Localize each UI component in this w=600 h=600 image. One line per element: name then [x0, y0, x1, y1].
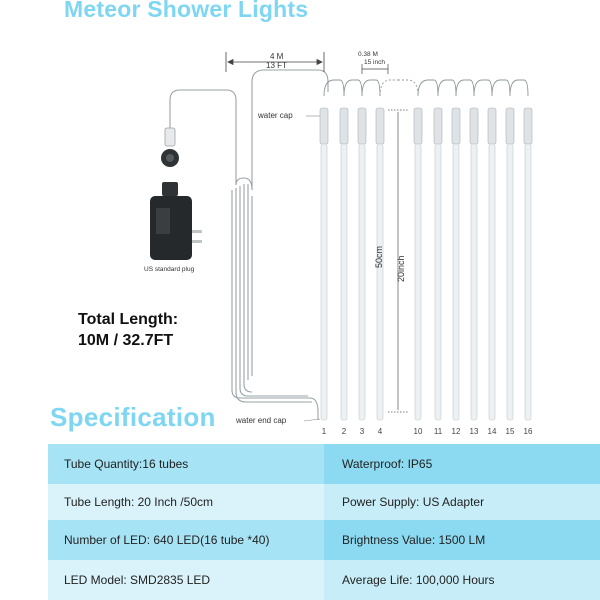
cable-length-m: 4 M: [270, 52, 284, 61]
tube-number: 1: [321, 427, 327, 436]
cable-coil: [170, 70, 328, 420]
tube-15: [506, 108, 514, 420]
tube-14: [488, 108, 496, 420]
tube-10: [414, 108, 422, 420]
table-row: [48, 560, 600, 600]
tube-2: [340, 108, 348, 420]
tube-13: [470, 108, 478, 420]
spacing-m: 0.38 M: [358, 51, 378, 58]
total-length: [78, 309, 178, 351]
tube-number: 13: [469, 427, 479, 436]
water-end-cap-label: water end cap: [236, 416, 287, 425]
tube-3: [358, 108, 366, 420]
tube-number: 10: [413, 427, 423, 436]
tube-number: 12: [451, 427, 461, 436]
spec-cell: Power Supply: US Adapter: [324, 484, 600, 520]
tube-wires: [324, 80, 528, 96]
water-cap-label: water cap: [258, 111, 293, 120]
plug-label: US standard plug: [144, 266, 195, 273]
tube-11: [434, 108, 442, 420]
tube-length-cm: 50cm: [374, 245, 384, 268]
total-length-label: Total Length:: [78, 311, 179, 328]
tube-number: 4: [377, 427, 383, 436]
tube-number: 11: [433, 427, 443, 436]
spec-heading: Specification: [50, 402, 216, 432]
tube-length-in: 20inch: [396, 255, 406, 282]
spec-cell: Number of LED: 640 LED(16 tube *40): [48, 520, 324, 560]
tube-number: 3: [359, 427, 365, 436]
spec-cell: Waterproof: IP65: [324, 444, 600, 484]
table-row: [48, 520, 600, 560]
spec-cell: LED Model: SMD2835 LED: [48, 560, 324, 600]
total-length-value: 10M / 32.7FT: [78, 332, 174, 349]
spec-cell: Tube Quantity:16 tubes: [48, 444, 324, 484]
spacing-in: 15 inch: [364, 59, 385, 66]
table-row: [48, 484, 600, 520]
table-row: [48, 444, 600, 484]
spec-cell: Tube Length: 20 Inch /50cm: [48, 484, 324, 520]
tube-1: [320, 108, 328, 420]
tube-number: 2: [341, 427, 347, 436]
tube-12: [452, 108, 460, 420]
tube-number: 14: [487, 427, 497, 436]
tubes: [320, 108, 532, 420]
spec-cell: Brightness Value: 1500 LM: [324, 520, 600, 560]
spec-table: [48, 444, 600, 600]
page-title: Meteor Shower Lights: [64, 0, 309, 22]
spec-cell: Average Life: 100,000 Hours: [324, 560, 600, 600]
tube-number: 15: [505, 427, 515, 436]
tube-16: [524, 108, 532, 420]
tube-number: 16: [523, 427, 533, 436]
cable-connector: [161, 128, 179, 167]
power-adapter-icon: [150, 182, 202, 260]
cable-length-ft: 13 FT: [266, 61, 287, 70]
